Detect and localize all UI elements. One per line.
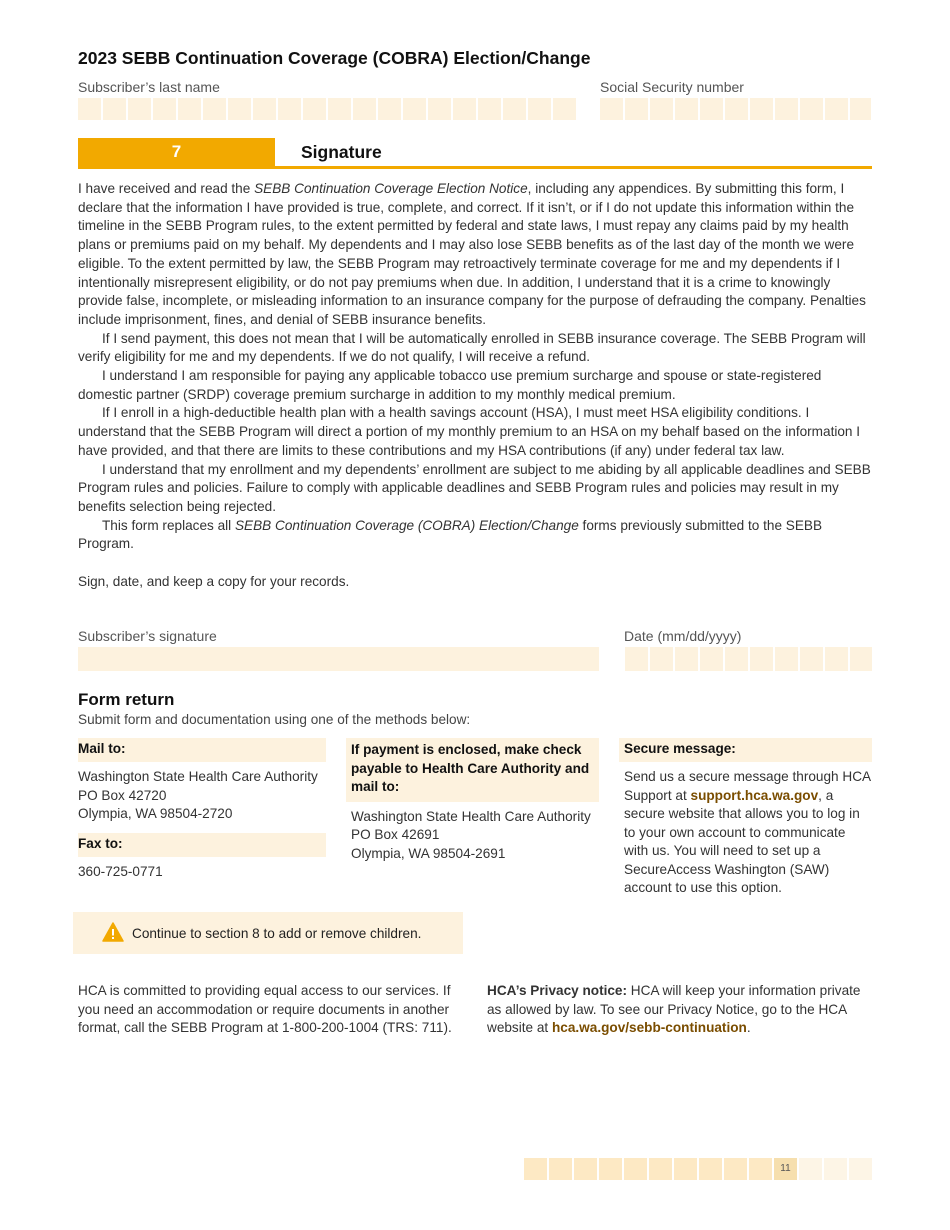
date-cell[interactable] xyxy=(825,647,848,671)
last-name-cell[interactable] xyxy=(453,98,476,120)
last-name-cell[interactable] xyxy=(203,98,226,120)
page-block xyxy=(699,1158,722,1180)
last-name-cell[interactable] xyxy=(78,98,101,120)
last-name-cell[interactable] xyxy=(153,98,176,120)
form-name: SEBB Continuation Coverage (COBRA) Election/Change xyxy=(234,517,579,533)
last-name-cell[interactable] xyxy=(128,98,151,120)
secure-header: Secure message: xyxy=(619,738,872,762)
page-indicator xyxy=(524,1158,874,1180)
ssn-cell[interactable] xyxy=(725,98,748,120)
mail-address: Washington State Health Care Authority PO Box 42720 Olympia, WA 98504-2720 xyxy=(78,769,318,821)
declaration-paragraph: I have received and read the SEBB Continuation Coverage Election Notice, including any appendices. By submitting this form, I declare that the information I have provided is true, complete, and correct. If it isn’t, or if I do not update this information within the timeline in the SEBB Program rules, to the extent permitted by federal and state laws, I must repay any claims paid by my health plans or premiums paid on my behalf. My dependents and I may also lose SEBB benefits as of the last day of the month we were eligible. To the extent permitted by law, the SEBB Program may retroactively terminate coverage for me and my dependents if I intentionally misrepresent eligibility, or do not pay premiums when due. In addition, I understand that it is a crime to knowingly provide false, incomplete, or misleading information to an insurance company for the purpose of defrauding the company. Penalties include imprisonment, fines, and denial of SEBB insurance benefits. xyxy=(78,181,866,327)
privacy-link[interactable]: hca.wa.gov/sebb-continuation xyxy=(551,1020,747,1035)
mail-column xyxy=(78,738,326,881)
ssn-cell[interactable] xyxy=(600,98,623,120)
declaration-text xyxy=(78,180,878,591)
date-cell[interactable] xyxy=(650,647,673,671)
page-block xyxy=(549,1158,572,1180)
last-name-label: Subscriber’s last name xyxy=(78,79,220,95)
declaration-paragraph: I understand I am responsible for paying any applicable tobacco use premium surcharge and spouse or state-registered domestic partner (SRDP) coverage premium surcharge in addition to my monthly medical premium. xyxy=(78,368,822,402)
form-title: 2023 SEBB Continuation Coverage (COBRA) Election/Change xyxy=(78,48,591,68)
last-name-cell[interactable] xyxy=(253,98,276,120)
page-block xyxy=(799,1158,822,1180)
form-return-subtitle: Submit form and documentation using one of the methods below: xyxy=(78,712,471,727)
declaration-paragraph: If I send payment, this does not mean that I will be automatically enrolled in SEBB insurance coverage. The SEBB Program will verify eligibility for me and my dependents. If we do not qualify, I will receive a refund. xyxy=(78,330,866,365)
last-name-cell[interactable] xyxy=(353,98,376,120)
page-block xyxy=(849,1158,872,1180)
page-block xyxy=(724,1158,747,1180)
warning-icon xyxy=(102,922,124,942)
date-cell[interactable] xyxy=(800,647,823,671)
page-block xyxy=(649,1158,672,1180)
form-return-title: Form return xyxy=(78,690,175,709)
signature-field[interactable] xyxy=(78,647,599,671)
last-name-cell[interactable] xyxy=(378,98,401,120)
accessibility-notice: HCA is committed to providing equal access to our services. If you need an accommodation or require documents in another format, call the SEBB Program at 1-800-200-1004 (TRS: 711). xyxy=(78,983,452,1035)
ssn-cell[interactable] xyxy=(825,98,848,120)
last-name-cell[interactable] xyxy=(403,98,426,120)
page-block xyxy=(599,1158,622,1180)
page-block xyxy=(524,1158,547,1180)
last-name-cell[interactable] xyxy=(303,98,326,120)
ssn-cell[interactable] xyxy=(750,98,773,120)
payment-column xyxy=(346,738,599,863)
support-link[interactable]: support.hca.wa.gov xyxy=(690,787,819,803)
ssn-label: Social Security number xyxy=(600,79,744,95)
date-cell[interactable] xyxy=(700,647,723,671)
date-cell[interactable] xyxy=(775,647,798,671)
date-cell[interactable] xyxy=(850,647,872,671)
notice-title: SEBB Continuation Coverage Election Notice xyxy=(254,181,528,196)
section-header xyxy=(78,138,872,169)
ssn-cell[interactable] xyxy=(850,98,871,120)
page-block xyxy=(749,1158,772,1180)
ssn-cell[interactable] xyxy=(675,98,698,120)
alert-text: Continue to section 8 to add or remove children. xyxy=(132,926,422,941)
payment-header: If payment is enclosed, make check payable to Health Care Authority and mail to: xyxy=(346,738,599,802)
mail-header: Mail to: xyxy=(78,738,326,762)
declaration-paragraph: If I enroll in a high-deductible health plan with a health savings account (HSA), I must meet HSA eligibility conditions. I understand that the SEBB Program will direct a portion of my monthly premium to an HSA on my behalf based on the information I have provided, and that there are limits to these contributions and my HSA contributions (if any) under federal tax law. xyxy=(78,405,861,458)
page-block xyxy=(624,1158,647,1180)
ssn-cell[interactable] xyxy=(625,98,648,120)
date-cell[interactable] xyxy=(675,647,698,671)
declaration-paragraph: I understand that my enrollment and my dependents’ enrollment are subject to me abiding by all applicable deadlines and SEBB Program rules and policies. Failure to comply with applicable deadlines and SEBB Program rules and policies may result in my benefits selection being rejected. xyxy=(78,461,871,514)
last-name-cell[interactable] xyxy=(478,98,501,120)
ssn-input[interactable] xyxy=(600,98,873,120)
section-title: Signature xyxy=(301,142,382,162)
last-name-cell[interactable] xyxy=(103,98,126,120)
page-number: 11 xyxy=(774,1158,797,1180)
page-block xyxy=(674,1158,697,1180)
last-name-cell[interactable] xyxy=(503,98,526,120)
last-name-cell[interactable] xyxy=(278,98,301,120)
fax-number: 360-725-0771 xyxy=(78,863,163,879)
last-name-cell[interactable] xyxy=(328,98,351,120)
date-label: Date (mm/dd/yyyy) xyxy=(624,628,742,644)
signature-label: Subscriber’s signature xyxy=(78,628,217,644)
page-block xyxy=(574,1158,597,1180)
last-name-input[interactable] xyxy=(78,98,578,120)
last-name-cell[interactable] xyxy=(178,98,201,120)
secure-text: Send us a secure message through HCA Support at support.hca.wa.gov, a secure website that allows you to log in to your own account to communicate with us. You will need to set up a SecureAccess Washington (SAW) account to use this option. xyxy=(624,769,871,895)
date-cell[interactable] xyxy=(725,647,748,671)
last-name-cell[interactable] xyxy=(553,98,576,120)
ssn-cell[interactable] xyxy=(775,98,798,120)
section-number: 7 xyxy=(78,138,275,166)
last-name-cell[interactable] xyxy=(528,98,551,120)
privacy-label: HCA’s Privacy notice: xyxy=(487,983,628,998)
last-name-cell[interactable] xyxy=(228,98,251,120)
sign-instruction: Sign, date, and keep a copy for your records. xyxy=(78,573,350,589)
last-name-cell[interactable] xyxy=(428,98,451,120)
ssn-cell[interactable] xyxy=(650,98,673,120)
fax-header: Fax to: xyxy=(78,833,326,857)
date-cell[interactable] xyxy=(750,647,773,671)
payment-address: Washington State Health Care Authority PO Box 42691 Olympia, WA 98504-2691 xyxy=(351,808,591,861)
continue-alert xyxy=(73,912,463,954)
ssn-cell[interactable] xyxy=(800,98,823,120)
secure-message-column xyxy=(619,738,872,898)
page-block xyxy=(824,1158,847,1180)
ssn-cell[interactable] xyxy=(700,98,723,120)
date-cell[interactable] xyxy=(625,647,648,671)
declaration-paragraph: This form replaces all SEBB Continuation Coverage (COBRA) Election/Change forms previously submitted to the SEBB Program. xyxy=(78,517,823,552)
date-input[interactable] xyxy=(625,647,874,671)
privacy-notice: HCA’s Privacy notice: HCA will keep your information private as allowed by law. To see our Privacy Notice, go to the HCA website at hca.wa.gov/sebb-continuation. xyxy=(487,983,861,1035)
